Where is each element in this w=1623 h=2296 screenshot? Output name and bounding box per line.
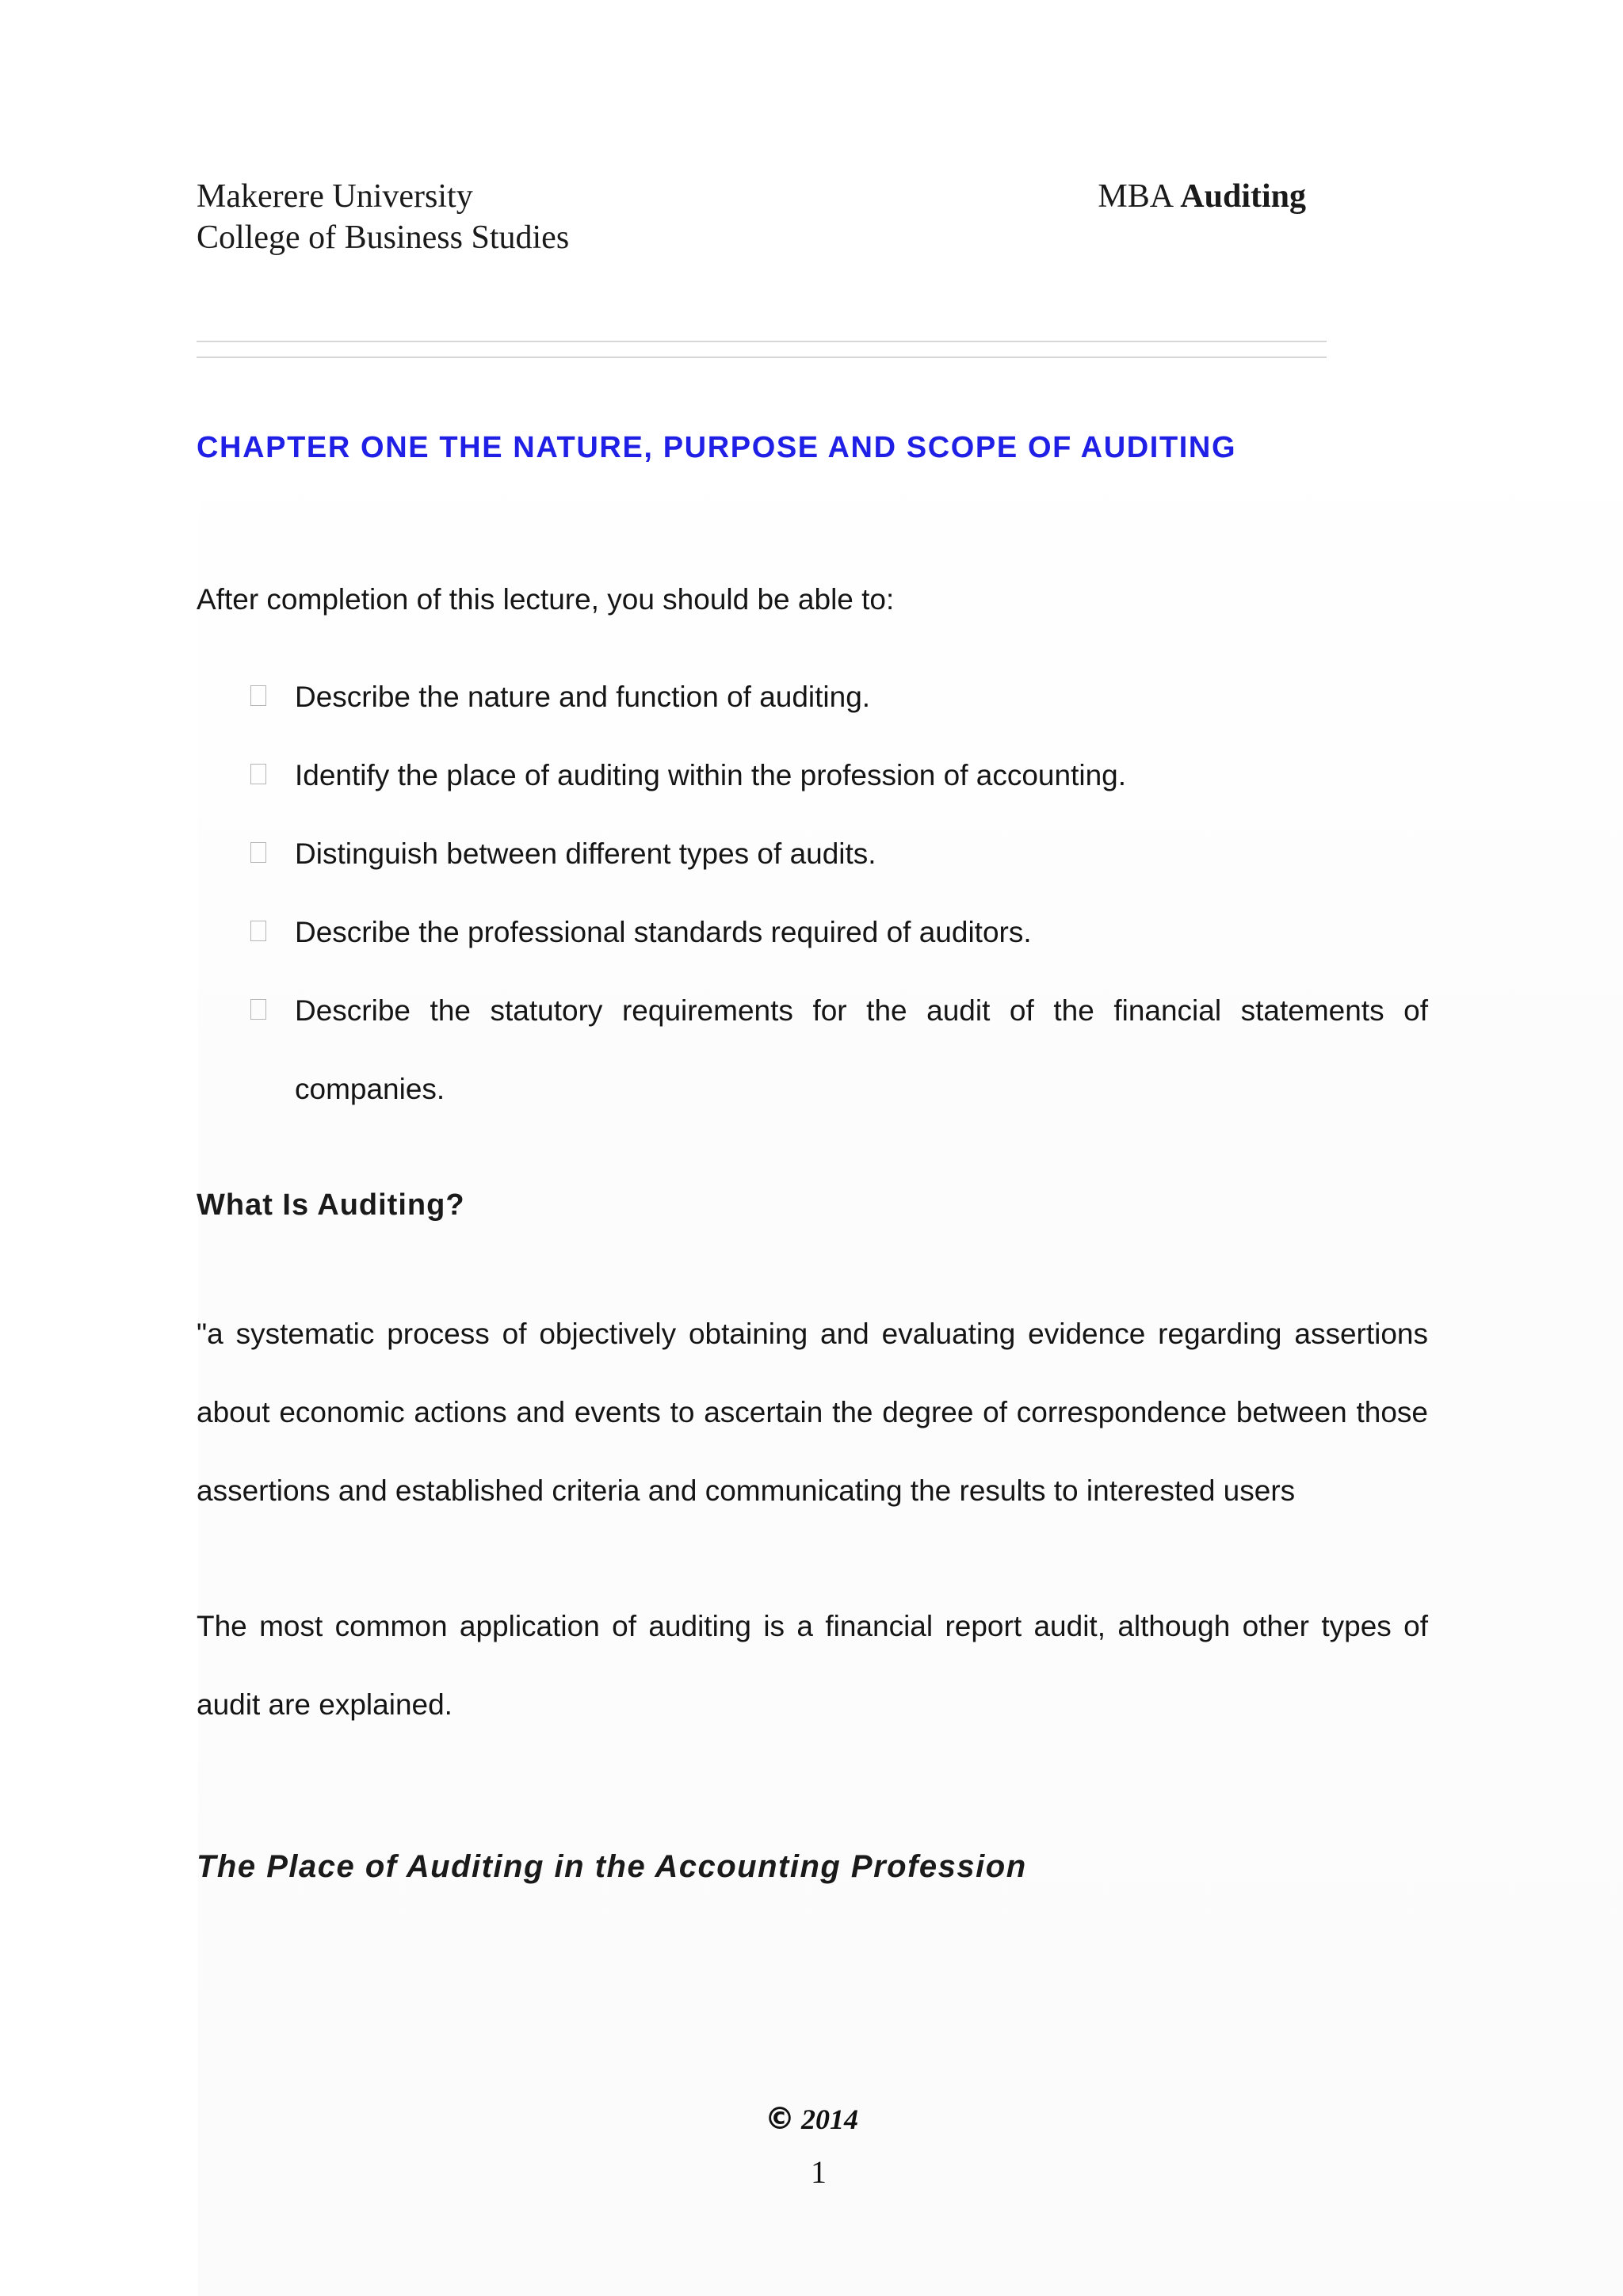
objective-item bbox=[197, 971, 1428, 1128]
bullet-box-icon bbox=[250, 921, 266, 941]
header-left bbox=[197, 176, 569, 258]
copyright-icon: © bbox=[765, 2101, 795, 2136]
header-rule-bottom bbox=[197, 357, 1327, 358]
college-name: College of Business Studies bbox=[197, 219, 570, 256]
bullet-box-icon bbox=[250, 685, 266, 706]
objectives-intro: After completion of this lecture, you should be able to: bbox=[197, 583, 895, 616]
bullet-box-icon bbox=[250, 842, 266, 863]
objective-item bbox=[197, 658, 1428, 736]
chapter-title: CHAPTER ONE THE NATURE, PURPOSE AND SCOPE OF AUDITING bbox=[197, 431, 1237, 464]
bullet-box-icon bbox=[250, 999, 266, 1020]
definition-paragraph: "a systematic process of objectively obtaining and evaluating evidence regarding assertions about economic actions and events to ascertain the degree of correspondence between those assertions and established criteria and communicating the results to interested users bbox=[197, 1318, 1428, 1507]
institution-name: Makerere University bbox=[197, 178, 473, 215]
page-number: 1 bbox=[811, 2154, 827, 2190]
application-paragraph: The most common application of auditing is a financial report audit, although other types of audit are explained. bbox=[197, 1610, 1428, 1721]
objective-item bbox=[197, 736, 1428, 814]
objective-text: Describe the professional standards required of auditors. bbox=[295, 916, 1032, 948]
objective-item bbox=[197, 814, 1428, 893]
course-prefix: MBA bbox=[1098, 178, 1172, 215]
header-rule-top bbox=[197, 341, 1327, 342]
section-heading-place-of-auditing: The Place of Auditing in the Accounting Profession bbox=[197, 1849, 1027, 1884]
section-heading-what-is-auditing: What Is Auditing? bbox=[197, 1188, 465, 1222]
objective-text: Describe the statutory requirements for the audit of the financial statements of companies. bbox=[295, 994, 1428, 1105]
objective-item bbox=[197, 893, 1428, 971]
bullet-box-icon bbox=[250, 764, 266, 784]
footer-copyright bbox=[0, 2101, 1623, 2136]
header-right bbox=[1098, 176, 1306, 217]
course-name: Auditing bbox=[1180, 178, 1306, 215]
objective-text: Distinguish between different types of audits. bbox=[295, 837, 876, 870]
objective-text: Describe the nature and function of auditing. bbox=[295, 681, 871, 713]
objective-text: Identify the place of auditing within the profession of accounting. bbox=[295, 759, 1127, 791]
objectives-list bbox=[197, 658, 1428, 1128]
copyright-year: 2014 bbox=[801, 2103, 858, 2135]
